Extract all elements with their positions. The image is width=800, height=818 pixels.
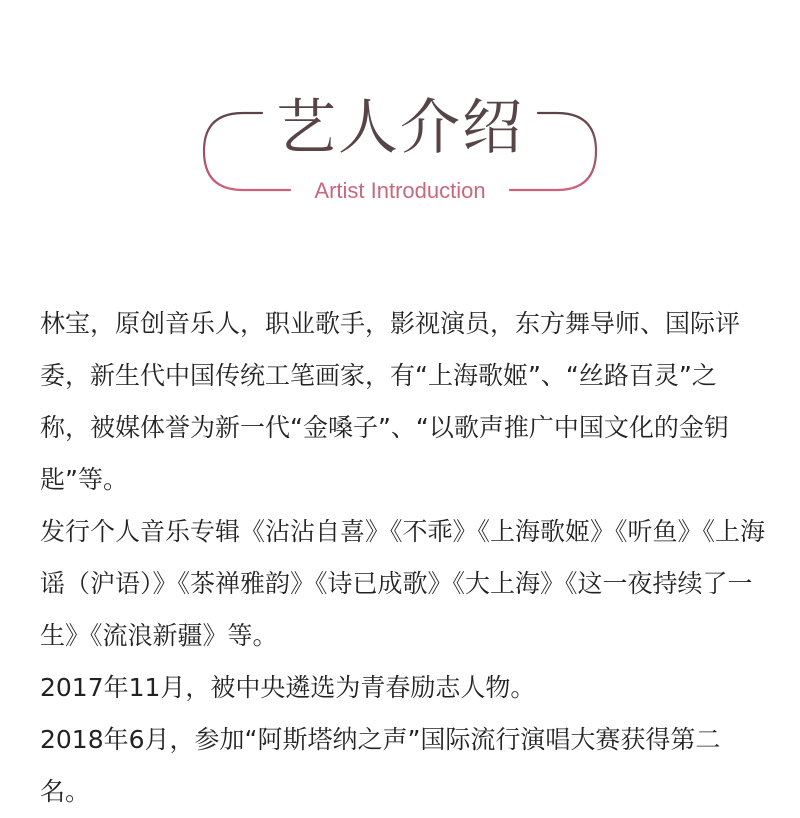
artist-bio [40, 298, 765, 818]
page-subtitle: Artist Introduction [314, 178, 486, 203]
bio-paragraph-albums: 发行个人音乐专辑《沾沾自喜》《不乖》《上海歌姬》《听鱼》《上海谣（沪语）》《茶禅雅韵》《诗已成歌》《大上海》《这一夜持续了一生》《流浪新疆》等。 [40, 517, 766, 650]
section-header [0, 0, 800, 230]
page-title: 艺人介绍 [276, 93, 524, 163]
bio-paragraph-intro: 林宝，原创音乐人，职业歌手，影视演员，东方舞导师、国际评委，新生代中国传统工笔画家，有“上海歌姬”、“丝路百灵”之称，被媒体誉为新一代“金嗓子”、“以歌声推广中国文化的金钥匙”等。 [40, 309, 741, 494]
bio-paragraph-2018: 2018年6月，参加“阿斯塔纳之声”国际流行演唱大赛获得第二名。 [40, 725, 721, 806]
bio-paragraph-2017: 2017年11月，被中央遴选为青春励志人物。 [40, 673, 536, 702]
